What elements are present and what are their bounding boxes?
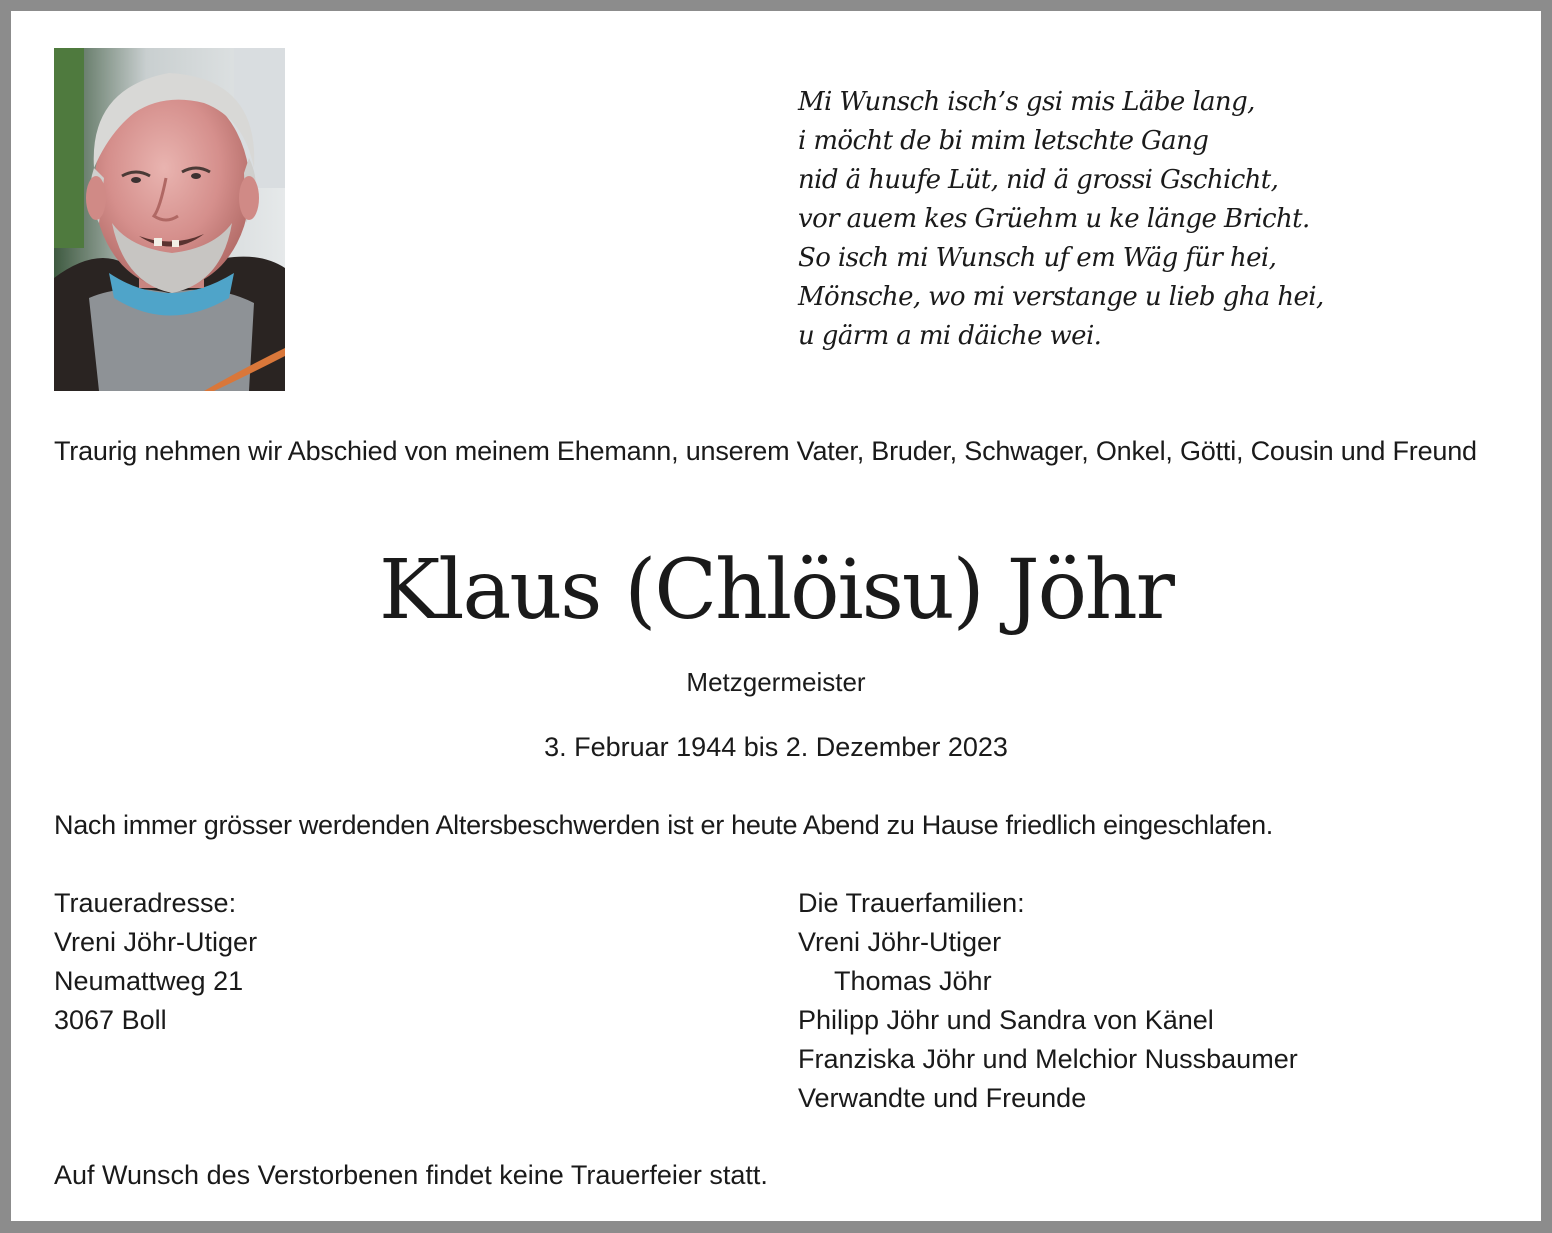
address-city: 3067 Boll (54, 1005, 167, 1035)
poem-line: i möcht de bi mim letschte Gang (798, 126, 1209, 156)
families-heading: Die Trauerfamilien: (798, 888, 1025, 918)
life-dates: 3. Februar 1944 bis 2. Dezember 2023 (544, 732, 1008, 762)
statement-text: Nach immer grösser werdenden Altersbeschwerden ist er heute Abend zu Hause friedlich eingeschlafen. (54, 810, 1273, 840)
portrait-photo (54, 48, 285, 391)
family-member: Verwandte und Freunde (798, 1083, 1087, 1113)
family-member: Thomas Jöhr (834, 966, 992, 996)
closing-note: Auf Wunsch des Verstorbenen findet keine Trauerfeier statt. (54, 1160, 768, 1190)
mourning-address (54, 884, 654, 1040)
family-member: Vreni Jöhr-Utiger (798, 927, 1002, 957)
poem (798, 83, 1518, 356)
poem-line: Mönsche, wo mi verstange u lieb gha hei, (798, 282, 1324, 312)
poem-line: vor auem kes Grüehm u ke länge Bricht. (798, 204, 1310, 234)
poem-line: So isch mi Wunsch uf em Wäg für hei, (798, 243, 1277, 273)
poem-line: nid ä huufe Lüt, nid ä grossi Gschicht, (798, 165, 1279, 195)
intro-text: Traurig nehmen wir Abschied von meinem Ehemann, unserem Vater, Bruder, Schwager, Onkel, Götti, Cousin und Freund (54, 436, 1477, 466)
address-name: Vreni Jöhr-Utiger (54, 927, 258, 957)
mourning-families (798, 884, 1518, 1118)
address-street: Neumattweg 21 (54, 966, 244, 996)
obituary-card (11, 11, 1541, 1221)
family-member: Franziska Jöhr und Melchior Nussbaumer (798, 1044, 1298, 1074)
profession: Metzgermeister (686, 667, 866, 697)
family-member: Philipp Jöhr und Sandra von Känel (798, 1005, 1214, 1035)
poem-line: u gärm a mi däiche wei. (798, 321, 1102, 351)
poem-line: Mi Wunsch isch’s gsi mis Läbe lang, (798, 87, 1255, 117)
address-heading: Traueradresse: (54, 888, 237, 918)
deceased-name: Klaus (Chlöisu) Jöhr (379, 543, 1173, 638)
